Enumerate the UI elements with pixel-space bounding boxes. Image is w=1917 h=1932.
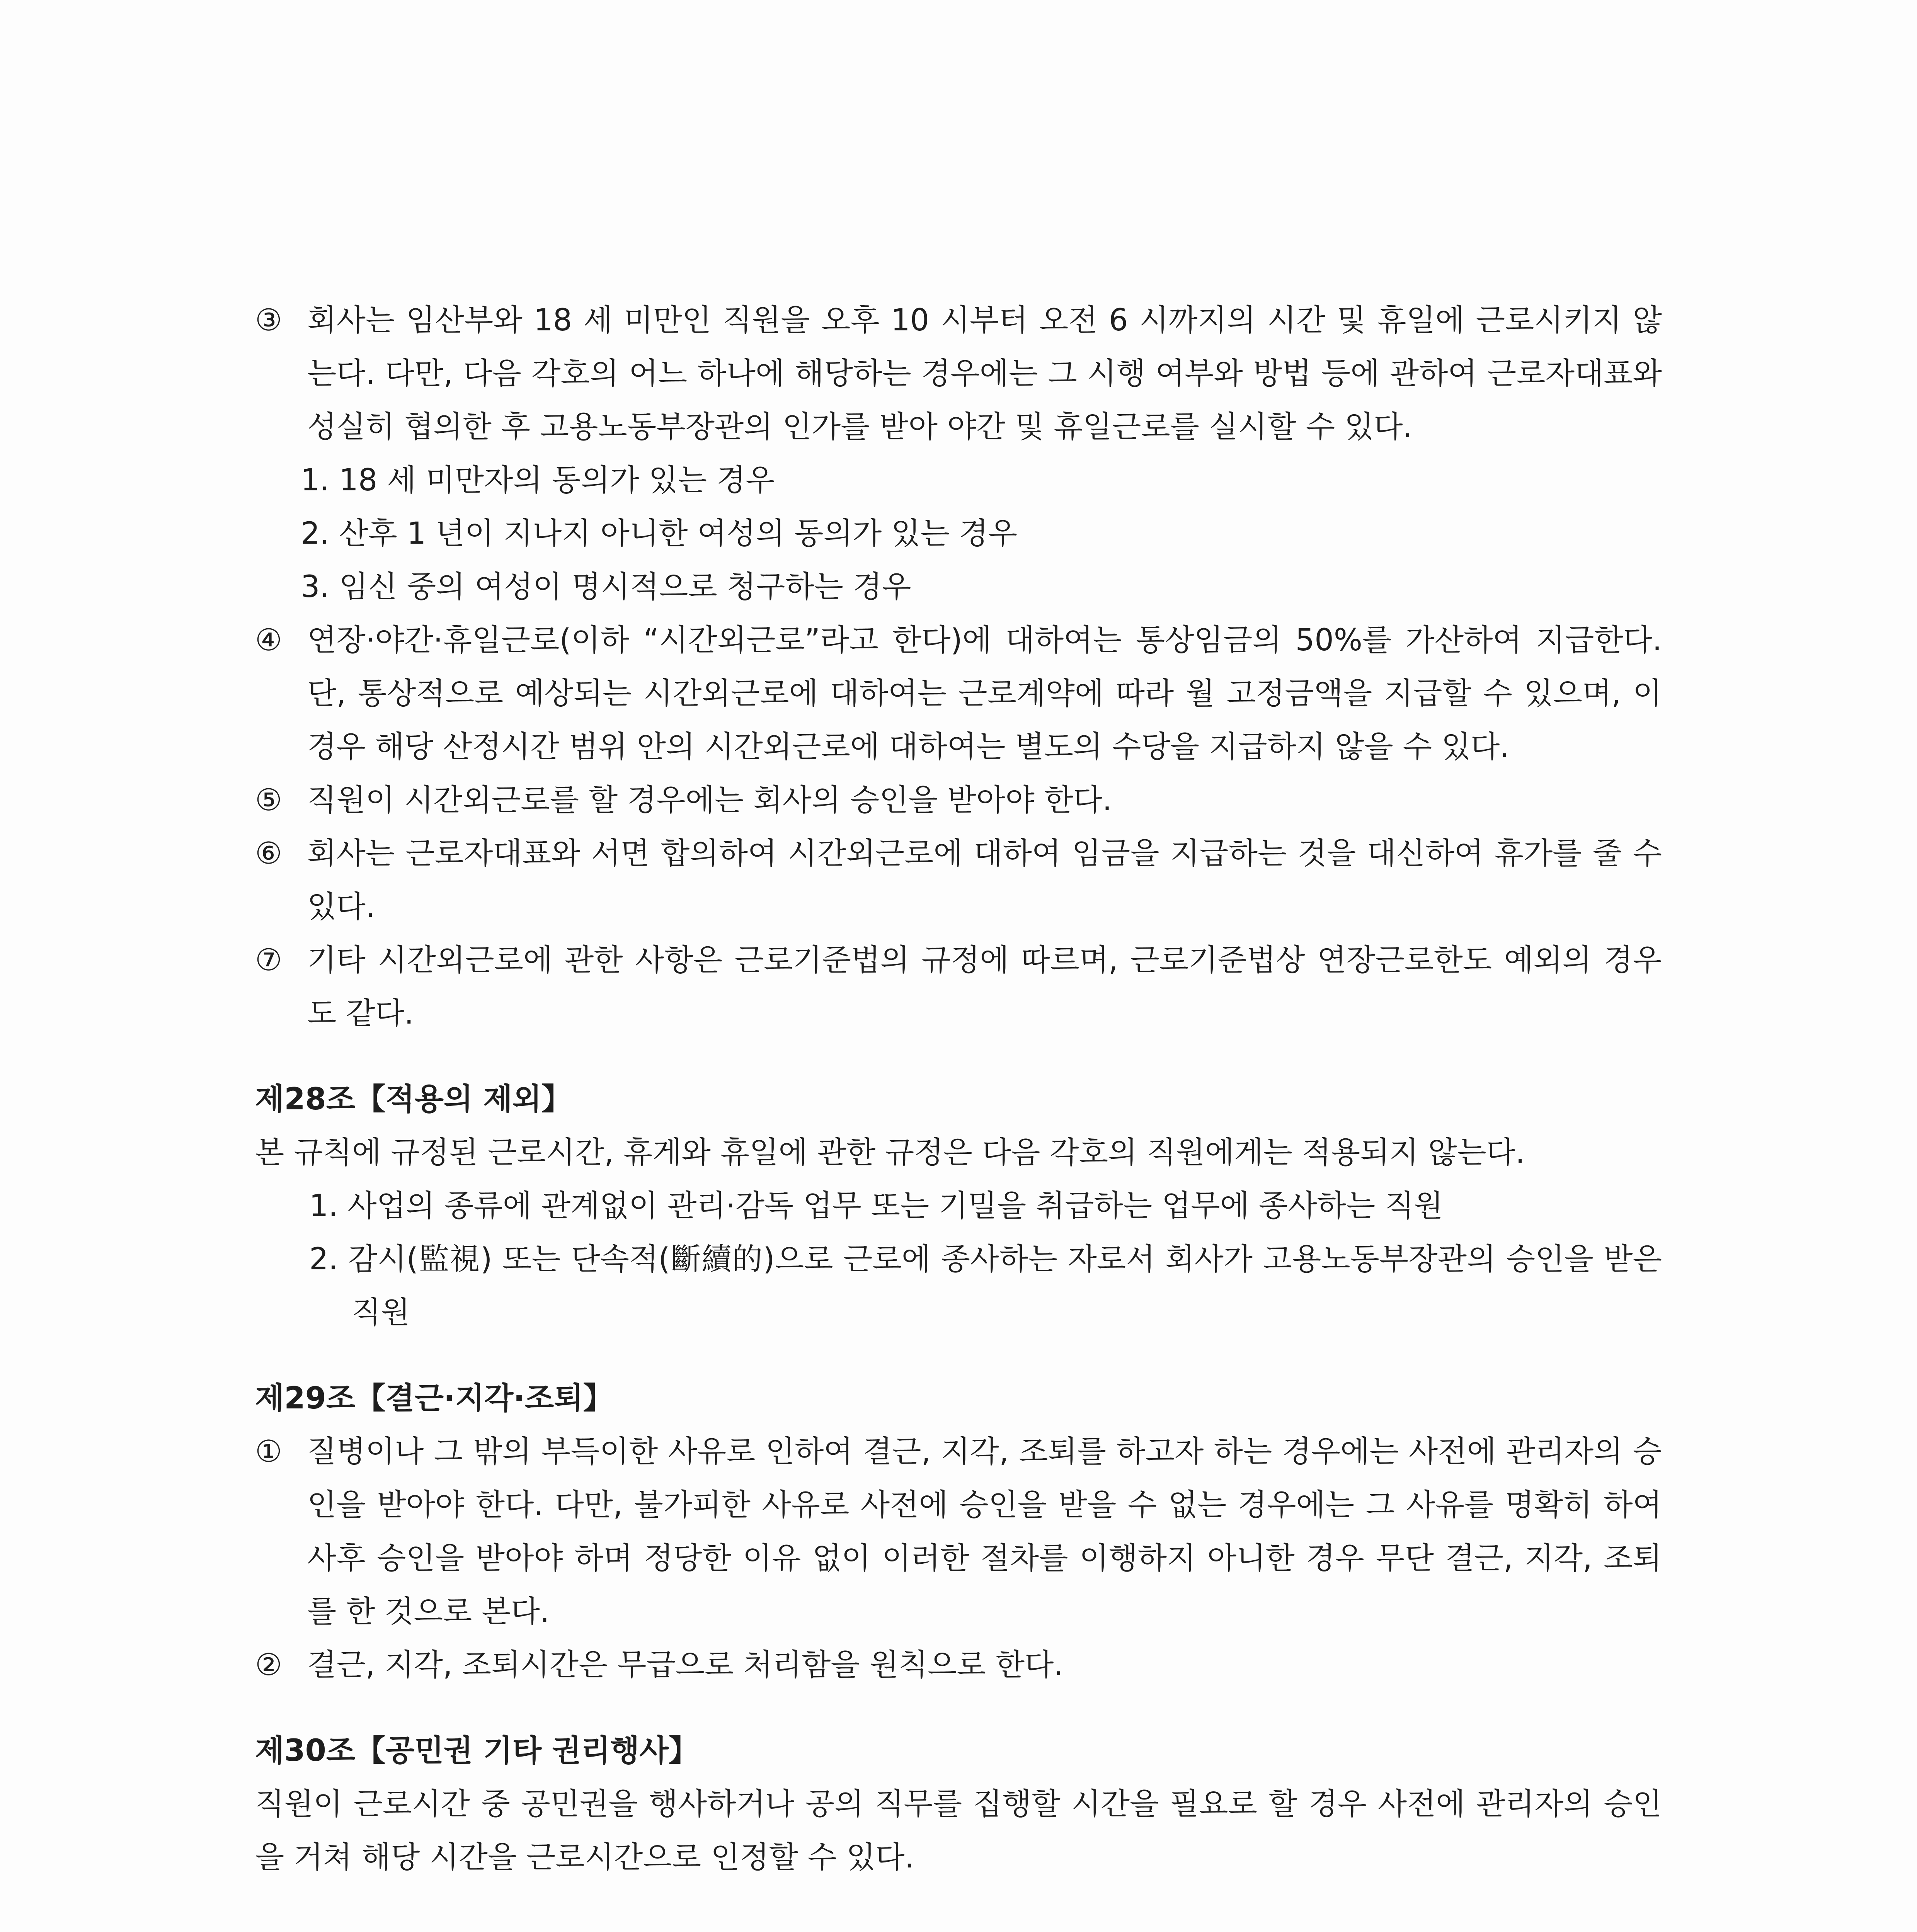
clause-paragraph [255, 1425, 1662, 1638]
numbered-item: 2. 산후 1 년이 지나지 아니한 여성의 동의가 있는 경우 [301, 516, 1018, 551]
clause-text: 질병이나 그 밖의 부득이한 사유로 인하여 결근, 지각, 조퇴를 하고자 하는 경우에는 사전에 관리자의 승인을 받아야 한다. 다만, 불가피한 사유로 사전에 승인을 받을 수 없는 경우에는 그 사유를 명확히 하여 사후 승인을 받아야 하며 정당한 이유 없이 이러한 절차를 이행하지 아니한 경우 무단 결근, 지각, 조퇴를 한 것으로 본다. [307, 1434, 1662, 1629]
article-heading: 제29조【결근·지각·조퇴】 [255, 1381, 613, 1416]
section-heading [255, 1930, 1662, 1932]
numbered-item: 3. 임신 중의 여성이 명시적으로 청구하는 경우 [301, 570, 911, 604]
clause-text: 연장·야간·휴일근로(이하 “시간외근로”라고 한다)에 대하여는 통상임금의 50%를 가산하여 지급한다. 단, 통상적으로 예상되는 시간외근로에 대하여는 근로계약에 따라 월 고정금액을 지급할 수 있으며, 이 경우 해당 산정시간 범위 안의 시간외근로에 대하여는 별도의 수당을 지급하지 않을 수 있다. [307, 623, 1662, 764]
article-paragraph: 본 규칙에 규정된 근로시간, 휴게와 휴일에 관한 규정은 다음 각호의 직원에게는 적용되지 않는다. [255, 1135, 1525, 1170]
clause-paragraph [255, 614, 1662, 774]
clause-paragraph [255, 774, 1662, 827]
clause-number: ③ [255, 303, 282, 338]
clause-paragraph [255, 934, 1662, 1040]
clause-number: ⑤ [255, 783, 282, 818]
clause-paragraph [255, 1638, 1662, 1692]
clause-number: ① [255, 1434, 282, 1469]
clause-text: 기타 시간외근로에 관한 사항은 근로기준법의 규정에 따르며, 근로기준법상 연장근로한도 예외의 경우도 같다. [307, 943, 1662, 1031]
numbered-item: 1. 사업의 종류에 관계없이 관리·감독 업무 또는 기밀을 취급하는 업무에 종사하는 직원 [309, 1189, 1443, 1223]
article-heading: 제30조【공민권 기타 권리행사】 [255, 1733, 699, 1768]
clause-number: ② [255, 1648, 282, 1682]
clause-paragraph [255, 827, 1662, 934]
clause-paragraph [255, 294, 1662, 454]
clause-text: 결근, 지각, 조퇴시간은 무급으로 처리함을 원칙으로 한다. [307, 1648, 1064, 1682]
clause-text: 회사는 근로자대표와 서면 합의하여 시간외근로에 대하여 임금을 지급하는 것을 대신하여 휴가를 줄 수 있다. [307, 836, 1662, 924]
clause-text: 회사는 임산부와 18 세 미만인 직원을 오후 10 시부터 오전 6 시까지의 시간 및 휴일에 근로시키지 않는다. 다만, 다음 각호의 어느 하나에 해당하는 경우에는 그 시행 여부와 방법 등에 관하여 근로자대표와 성실히 협의한 후 고용노동부장관의 인가를 받아 야간 및 휴일근로를 실시할 수 있다. [307, 303, 1662, 444]
document-body [255, 294, 1662, 1932]
clause-number: ④ [255, 623, 282, 658]
numbered-item: 2. 감시(監視) 또는 단속적(斷續的)으로 근로에 종사하는 자로서 회사가 고용노동부장관의 승인을 받은 직원 [309, 1242, 1662, 1330]
numbered-item: 1. 18 세 미만자의 동의가 있는 경우 [301, 463, 775, 498]
clause-number: ⑦ [255, 943, 282, 978]
clause-text: 직원이 시간외근로를 할 경우에는 회사의 승인을 받아야 한다. [307, 783, 1112, 818]
article-heading: 제28조【적용의 제외】 [255, 1082, 572, 1117]
article-paragraph: 직원이 근로시간 중 공민권을 행사하거나 공의 직무를 집행할 시간을 필요로 할 경우 사전에 관리자의 승인을 거쳐 해당 시간을 근로시간으로 인정할 수 있다. [255, 1787, 1662, 1875]
clause-number: ⑥ [255, 836, 282, 871]
